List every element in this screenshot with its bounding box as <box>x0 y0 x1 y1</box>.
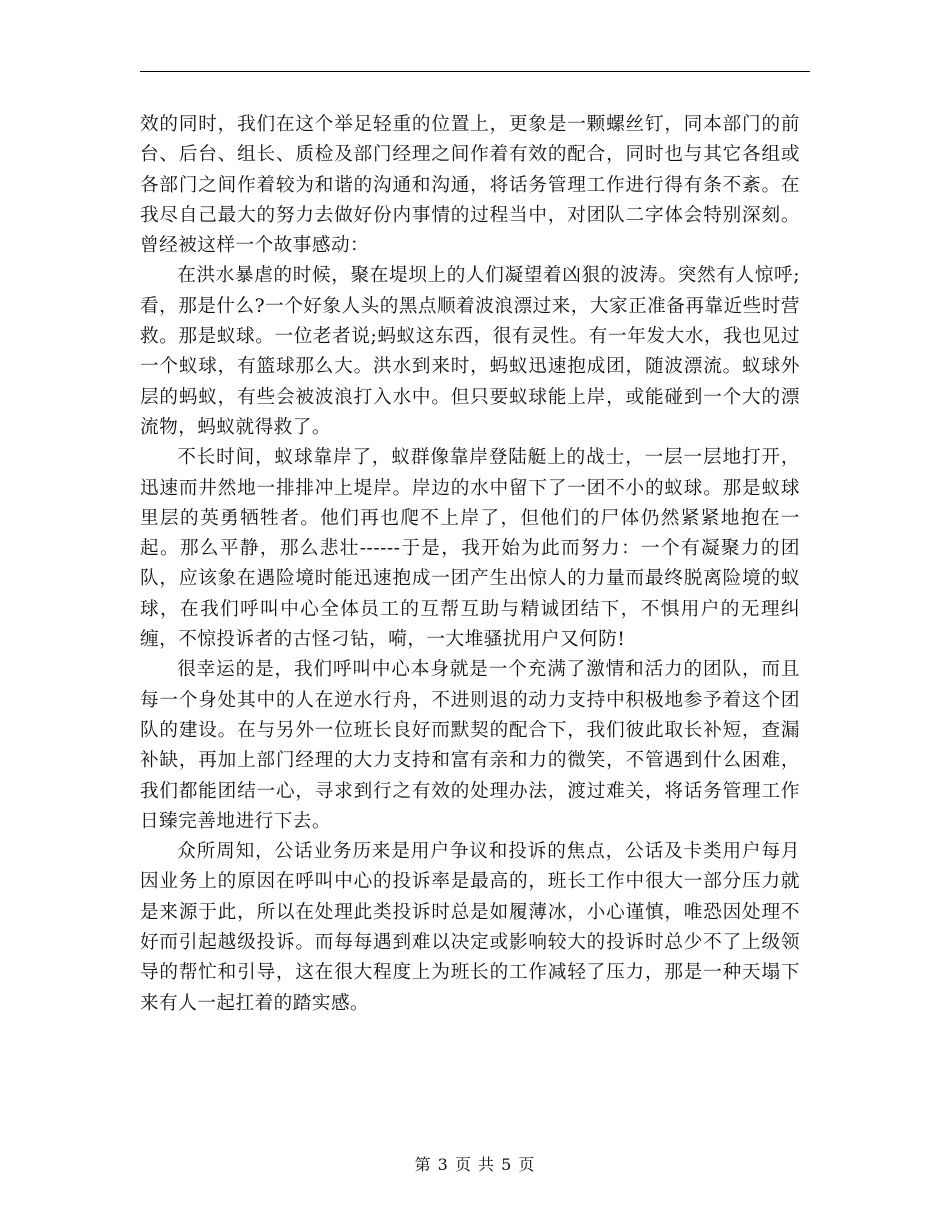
paragraph-3: 不长时间，蚁球靠岸了，蚁群像靠岸登陆艇上的战士，一层一层地打开，迅速而井然地一排排冲上堤岸。岸边的水中留下了一团不小的蚁球。那是蚁球里层的英勇牺牲者。他们再也爬不上岸了，但他们的尸体仍然紧紧地抱在一起。那么平静，那么悲壮------于是，我开始为此而努力：一个有凝聚力的团队，应该象在遇险境时能迅速抱成一团产生出惊人的力量而最终脱离险境的蚁球，在我们呼叫中心全体员工的互帮互助与精诚团结下，不惧用户的无理纠缠，不惊投诉者的古怪刁钻，嗬，一大堆骚扰用户又何防! <box>140 447 800 651</box>
paragraph-1: 效的同时，我们在这个举足轻重的位置上，更象是一颗螺丝钉，同本部门的前台、后台、组长、质检及部门经理之间作着有效的配合，同时也与其它各组或各部门之间作着较为和谐的沟通和沟通，将话务管理工作进行得有条不紊。在我尽自己最大的努力去做好份内事情的过程当中，对团队二字体会特别深刻。曾经被这样一个故事感动： <box>140 114 800 257</box>
paragraph-2: 在洪水暴虐的时候，聚在堤坝上的人们凝望着凶狠的波涛。突然有人惊呼;看，那是什么?一个好象人头的黑点顺着波浪漂过来，大家正准备再靠近些时营救。那是蚁球。一位老者说;蚂蚁这东西，很有灵性。有一年发大水，我也见过一个蚁球，有篮球那么大。洪水到来时，蚂蚁迅速抱成团，随波漂流。蚁球外层的蚂蚁，有些会被波浪打入水中。但只要蚁球能上岸，或能碰到一个大的漂流物，蚂蚁就得救了。 <box>140 265 800 438</box>
page-number-footer: 第 3 页 共 5 页 <box>414 1155 536 1174</box>
header-rule <box>140 71 810 72</box>
paragraph-4: 很幸运的是，我们呼叫中心本身就是一个充满了激情和活力的团队，而且每一个身处其中的人在逆水行舟，不进则退的动力支持中积极地参予着这个团队的建设。在与另外一位班长良好而默契的配合下，我们彼此取长补短，查漏补缺，再加上部门经理的大力支持和富有亲和力的微笑，不管遇到什么困难，我们都能团结一心，寻求到行之有效的处理办法，渡过难关，将话务管理工作日臻完善地进行下去。 <box>140 659 800 832</box>
paragraph-5: 众所周知，公话业务历来是用户争议和投诉的焦点，公话及卡类用户每月因业务上的原因在呼叫中心的投诉率是最高的，班长工作中很大一部分压力就是来源于此，所以在处理此类投诉时总是如履薄冰，小心谨慎，唯恐因处理不好而引起越级投诉。而每每遇到难以决定或影响较大的投诉时总少不了上级领导的帮忙和引导，这在很大程度上为班长的工作减轻了压力，那是一种天塌下来有人一起扛着的踏实感。 <box>140 841 800 1014</box>
document-body <box>140 110 800 1019</box>
